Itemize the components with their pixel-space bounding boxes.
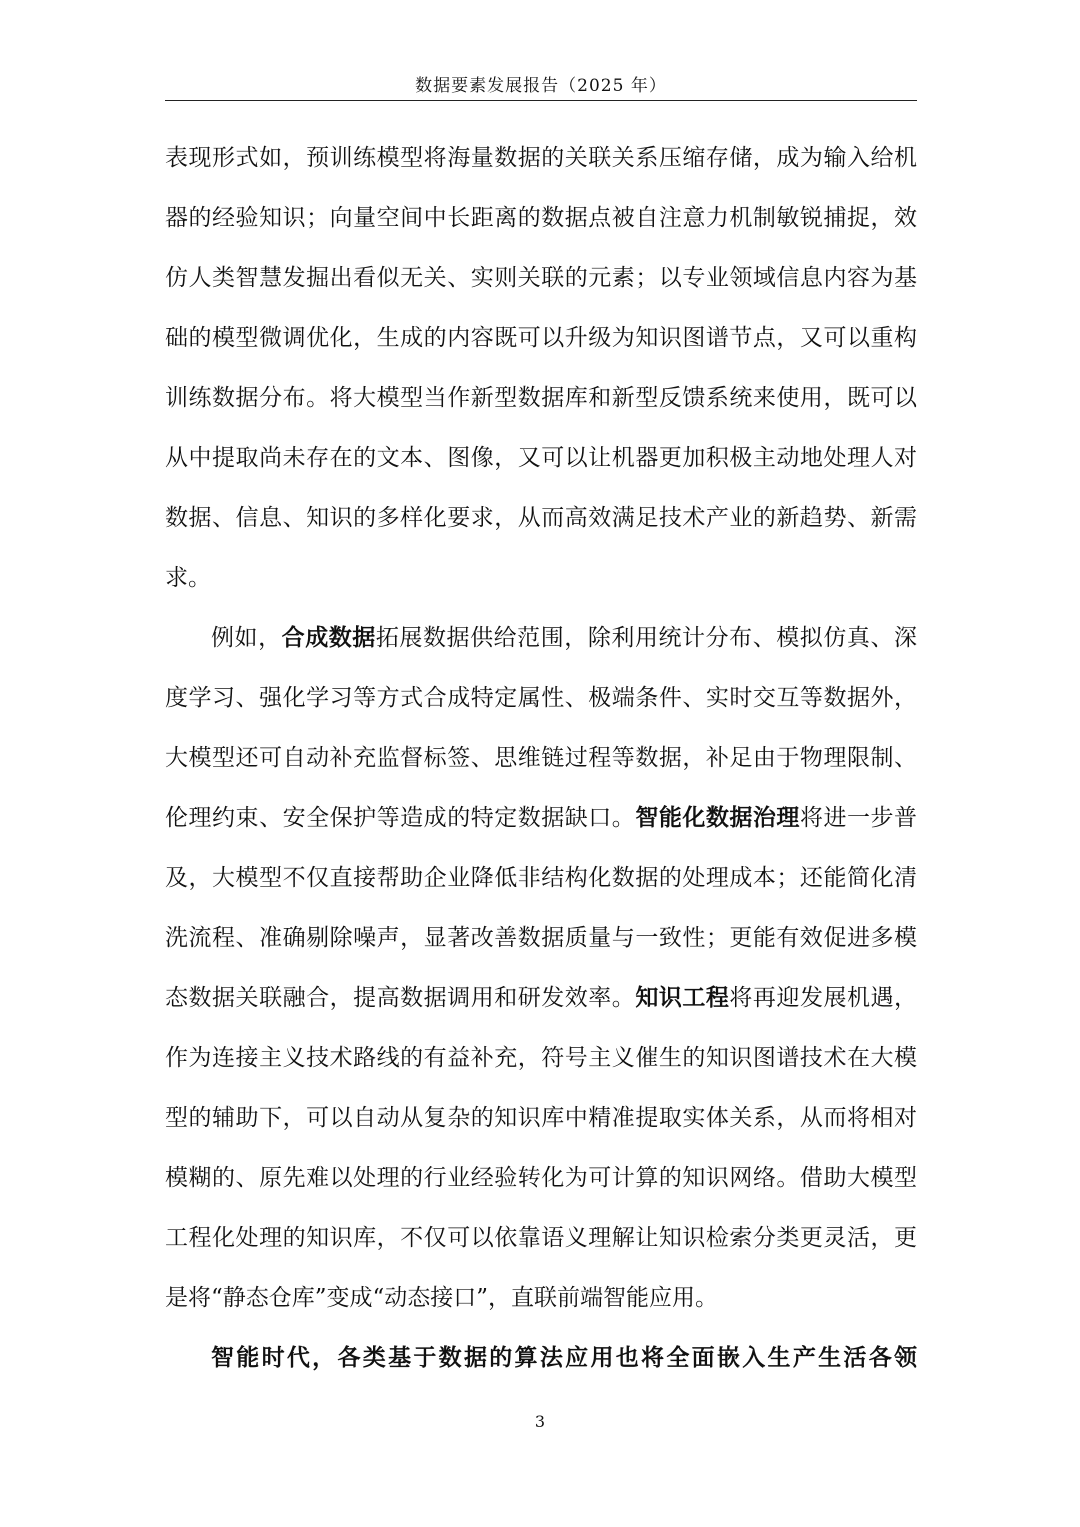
page-body <box>165 128 917 1388</box>
running-header: 数据要素发展报告（2025 年） <box>415 76 667 96</box>
keyword-intelligent-data-governance: 智能化数据治理 <box>635 805 800 831</box>
keyword-knowledge-engineering: 知识工程 <box>635 985 730 1011</box>
page-number: 3 <box>534 1412 546 1431</box>
paragraph-2 <box>165 608 917 1328</box>
header-rule <box>165 100 917 101</box>
keyword-synthetic-data: 合成数据 <box>281 625 376 651</box>
paragraph-2-text-4: 将再迎发展机遇，作为连接主义技术路线的有益补充，符号主义催生的知识图谱技术在大模型的辅助下，可以自动从复杂的知识库中精准提取实体关系，从而将相对模糊的、原先难以处理的行业经验转化为可计算的知识网络。借助大模型工程化处理的知识库，不仅可以依靠语义理解让知识检索分类更灵活，更是将“静态仓库”变成“动态接口”，直联前端智能应用。 <box>165 985 918 1311</box>
paragraph-2-text-1: 例如， <box>211 625 282 651</box>
paragraph-3: 智能时代，各类基于数据的算法应用也将全面嵌入生产生活各领 <box>211 1345 917 1371</box>
paragraph-2-text-2: 拓展数据供给范围，除利用统计分布、模拟仿真、深度学习、强化学习等方式合成特定属性、极端条件、实时交互等数据外，大模型还可自动补充监督标签、思维链过程等数据，补足由于物理限制、伦理约束、安全保护等造成的特定数据缺口。 <box>165 625 918 831</box>
paragraph-1: 表现形式如，预训练模型将海量数据的关联关系压缩存储，成为输入给机器的经验知识；向量空间中长距离的数据点被自注意力机制敏锐捕捉，效仿人类智慧发掘出看似无关、实则关联的元素；以专业领域信息内容为基础的模型微调优化，生成的内容既可以升级为知识图谱节点，又可以重构训练数据分布。将大模型当作新型数据库和新型反馈系统来使用，既可以从中提取尚未存在的文本、图像，又可以让机器更加积极主动地处理人对数据、信息、知识的多样化要求，从而高效满足技术产业的新趋势、新需求。 <box>165 145 917 591</box>
paragraph-2-text-3: 将进一步普及，大模型不仅直接帮助企业降低非结构化数据的处理成本；还能简化清洗流程、准确剔除噪声，显著改善数据质量与一致性；更能有效促进多模态数据关联融合，提高数据调用和研发效率。 <box>165 805 918 1011</box>
